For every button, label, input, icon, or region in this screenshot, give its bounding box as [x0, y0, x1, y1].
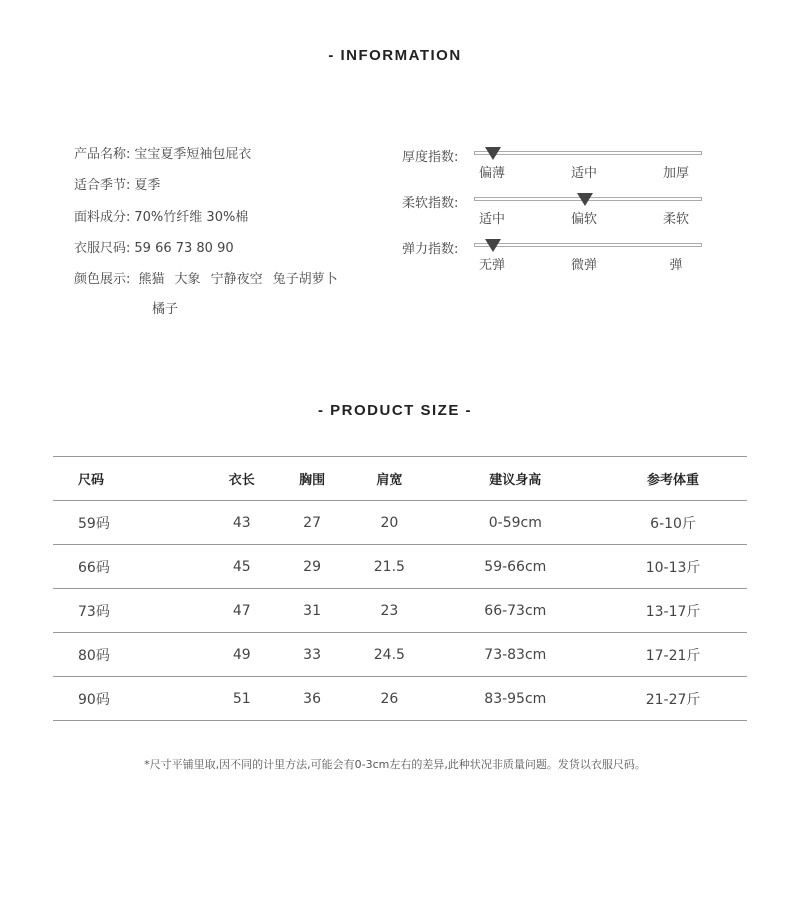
index-marker [577, 193, 593, 206]
product-size-title: - PRODUCT SIZE - [318, 402, 472, 419]
table-row [53, 677, 747, 721]
table-cell: 49 [207, 633, 277, 677]
column-header: 建议身高 [431, 457, 599, 501]
attr-value: 70%竹纤维 30%棉 [134, 210, 249, 225]
table-cell: 21.5 [347, 545, 431, 589]
color-option: 橘子 [152, 302, 179, 317]
attr-colors-continued [152, 298, 178, 317]
attr-product-name [74, 143, 251, 162]
color-option: 兔子胡萝卜 [272, 272, 338, 287]
index-tick: 适中 [570, 166, 598, 181]
index-tick: 柔软 [662, 212, 690, 227]
table-cell: 83-95cm [431, 677, 599, 721]
table-cell: 21-27斤 [599, 677, 747, 721]
attr-fabric [74, 206, 248, 225]
attr-value: 宝宝夏季短袖包屁衣 [134, 147, 252, 162]
color-option: 大象 [174, 272, 201, 287]
table-cell: 26 [347, 677, 431, 721]
table-cell: 27 [277, 501, 347, 545]
table-row [53, 501, 747, 545]
index-marker [485, 239, 501, 252]
table-cell: 90码 [53, 677, 207, 721]
attr-sizes [74, 237, 234, 256]
table-cell: 13-17斤 [599, 589, 747, 633]
table-row [53, 545, 747, 589]
measurement-note: *尺寸平铺里取,因不同的计里方法,可能会有0-3cm左右的差异,此种状况非质量问题。发货以衣服尺码。 [144, 758, 646, 771]
index-tick: 适中 [478, 212, 506, 227]
table-cell: 59码 [53, 501, 207, 545]
index-label: 厚度指数: [402, 150, 459, 165]
index-tick: 偏薄 [478, 166, 506, 181]
table-cell: 0-59cm [431, 501, 599, 545]
table-cell: 51 [207, 677, 277, 721]
table-cell: 23 [347, 589, 431, 633]
color-option: 熊猫 [138, 272, 165, 287]
index-tick: 加厚 [662, 166, 690, 181]
table-row [53, 589, 747, 633]
attr-value: 59 66 73 80 90 [134, 241, 234, 256]
attr-label: 面料成分: [74, 210, 131, 225]
table-cell: 73码 [53, 589, 207, 633]
table-cell: 59-66cm [431, 545, 599, 589]
index-tick: 弹 [669, 258, 683, 273]
table-cell: 24.5 [347, 633, 431, 677]
column-header: 衣长 [207, 457, 277, 501]
table-cell: 36 [277, 677, 347, 721]
column-header: 胸围 [277, 457, 347, 501]
attr-label: 衣服尺码: [74, 241, 131, 256]
table-cell: 66码 [53, 545, 207, 589]
table-row [53, 633, 747, 677]
size-table [53, 456, 747, 721]
table-cell: 80码 [53, 633, 207, 677]
attr-colors [74, 268, 348, 287]
column-header: 肩宽 [347, 457, 431, 501]
index-track [474, 243, 702, 247]
index-label: 弹力指数: [402, 242, 459, 257]
table-header-row [53, 457, 747, 501]
table-cell: 66-73cm [431, 589, 599, 633]
index-tick: 微弹 [570, 258, 598, 273]
index-track [474, 197, 702, 201]
column-header: 尺码 [53, 457, 207, 501]
index-track [474, 151, 702, 155]
table-cell: 6-10斤 [599, 501, 747, 545]
table-cell: 29 [277, 545, 347, 589]
column-header: 参考体重 [599, 457, 747, 501]
attr-label: 产品名称: [74, 147, 131, 162]
table-cell: 43 [207, 501, 277, 545]
attr-season [74, 174, 160, 193]
index-label: 柔软指数: [402, 196, 459, 211]
table-cell: 33 [277, 633, 347, 677]
table-cell: 31 [277, 589, 347, 633]
table-cell: 17-21斤 [599, 633, 747, 677]
table-cell: 20 [347, 501, 431, 545]
attr-label: 适合季节: [74, 178, 131, 193]
attr-label: 颜色展示: [74, 272, 131, 287]
index-tick: 无弹 [478, 258, 506, 273]
information-title: - INFORMATION [328, 47, 462, 64]
index-tick: 偏软 [570, 212, 598, 227]
table-cell: 45 [207, 545, 277, 589]
table-cell: 73-83cm [431, 633, 599, 677]
table-cell: 47 [207, 589, 277, 633]
attr-value: 夏季 [134, 178, 161, 193]
table-cell: 10-13斤 [599, 545, 747, 589]
color-option: 宁静夜空 [210, 272, 263, 287]
index-marker [485, 147, 501, 160]
